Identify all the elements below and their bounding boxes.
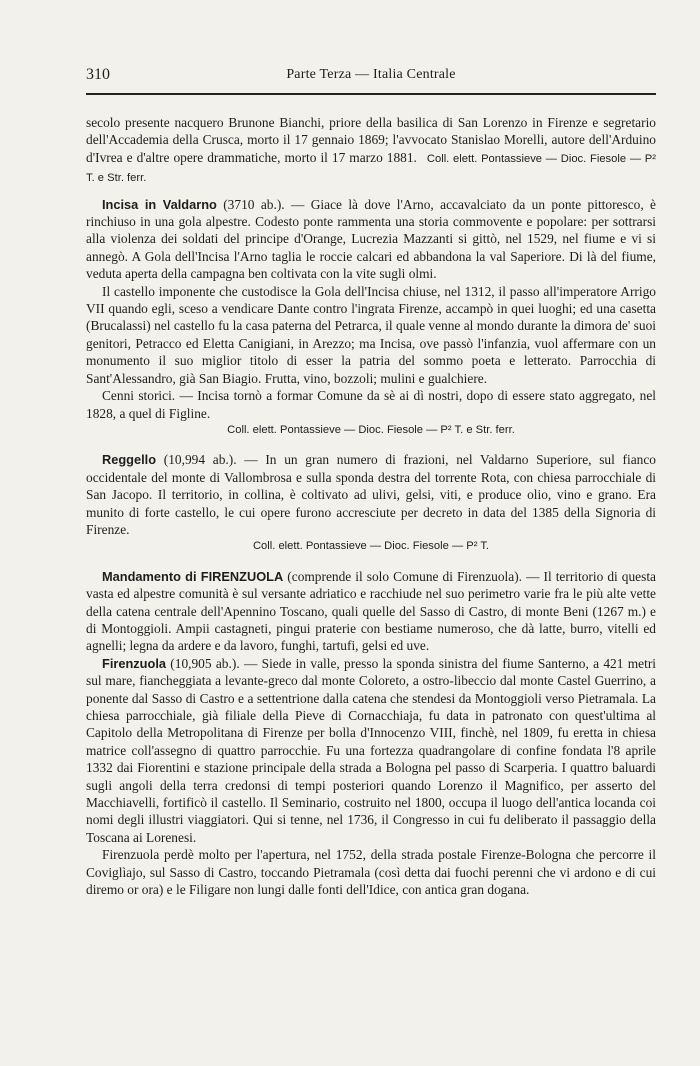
running-title: Parte Terza — Italia Centrale (286, 67, 456, 82)
entry-title-firenzuola: Firenzuola (102, 655, 166, 671)
electoral-reference: Coll. elett. Pontassieve — Dioc. Fiesole — P² T. e Str. ferr. (227, 423, 515, 436)
electoral-reference: Coll. elett. Pontassieve — Dioc. Fiesole — P² T. (252, 540, 490, 553)
page-number: 310 (86, 66, 110, 83)
paragraph-incisa-history: Cenni storici. — Incisa tornò a formar Comune da sè ai dì nostri, dopo di essere stato aggregato, nel 1828, a quel di Figline. (86, 388, 656, 421)
entry-reggello (86, 451, 656, 538)
entry-title-incisa: Incisa in Valdarno (102, 196, 217, 212)
page-body (86, 114, 656, 898)
entry-text-incisa: (3710 ab.). — Giace là dove l'Arno, accavalciato da un ponte pittoresco, è rinchiuso in una gola alpestre. Codesto ponte rammenta una storia commovente e popolare: per sottrarsi alla violenza dei soldati del principe d'Orange, Lucrezia Mazzanti si gittò, nel 1529, nel fiume e vi si annegò. A Gola dell'Incisa l'Arno taglia le roccie calcari ed abbandona la val Saperiore. Di là del fiume, veduta aperta della campagna ben coltivata con la vite sugli olmi. (86, 196, 657, 282)
paragraph-intro (86, 114, 656, 188)
entry-title-reggello: Reggello (102, 452, 157, 468)
entry-text-mandamento: (comprende il solo Comune di Firenzuola). — Il territorio di questa vasta ed alpestre comunità è sul versante adriatico e racchiude nel suo perimetro varie fra le più alte vette della catena centrale dell'Apennino Toscano, quali quelle del Sasso di Castro, di monte Beni (1267 m.) e di Montoggioli. Ampii castagneti, pingui praterie con bestiame numeroso, che dà latte, burro, vitelli ed agnelli; legna da ardere e da lavoro, funghi, tartufi, gelsi ed uve. (86, 568, 656, 654)
entry-firenzuola (86, 655, 656, 846)
entry-text-firenzuola: (10,905 ab.). — Siede in valle, presso la sponda sinistra del fiume Santerno, a 421 metri sul mare, fiancheggiata a levante-greco dal monte Coloreto, a ostro-libeccio dal monte Castel Guerrino, a ponente dal Sasso di Castro e a settentrione dalla catena che stendesi da Montoggioli verso Pietramala. La chiesa parrocchiale, già filiale della Pieve di Cornacchiaja, fu data in patronato con quest'ultima al Capitolo della Metropolitana di Firenze per bolla d'Innocenzo VIII, finchè, nel 1809, fu eretta in chiesa matrice coll'assegno di quattro parrocchie. Fu una fortezza quadrangolare di confine fondata l'8 aprile 1332 dai Fiorentini e stazione principale della strada a Bologna pel passo di Scarperia. I quattro baluardi sugli angoli della terra credonsi di tempi posteriori quando Lorenzo il Magnifico, per asserto del Macchiavelli, fortificò il castello. Il Seminario, costruito nel 1800, occupa il luogo dell'antica locanda coi nomi degli illustri viaggiatori. Qui si tenne, nel 1736, il Congresso in cui fu deliberato il passaggio della Toscana ai Lorenesi. (86, 655, 656, 845)
entry-incisa (86, 196, 656, 283)
paragraph-firenzuola-road: Firenzuola perdè molto per l'apertura, nel 1752, della strada postale Firenze-Bologna che percorre il Coviglìajo, sul Sasso di Castro, toccando Pietramala (così detta dai fuochi perenni che vi ardono e di cui diremo or ora) e le Filigare non lungi dalle fonti dell'Idice, con antica gran dogana. (86, 847, 656, 898)
entry-text-reggello: (10,994 ab.). — In un gran numero di frazioni, nel Valdarno Superiore, sul fianco occidentale del monte di Vallombrosa e sulla sponda destra del torrente Rota, con chiesa parrocchiale di San Jacopo. Il territorio, in collina, è coltivato ad ulivi, gelsi, viti, e produce olio, vino e grano. Era munito di forte castello, le cui opere furono accresciute per decreto in data del 1385 della Signoria di Firenze. (86, 452, 656, 537)
paragraph-intro-text: secolo presente nacquero Brunone Bianchi, priore della basilica di San Lorenzo in Firenze e segretario dell'Accademia della Crusca, morto il 17 gennaio 1869; l'avvocato Stanislao Morelli, autore dell'Arduino d'Ivrea e d'altre opere drammatiche, morto il 17 marzo 1881. (86, 115, 656, 165)
entry-title-mandamento: Mandamento di FIRENZUOLA (102, 568, 284, 584)
header-rule (86, 93, 656, 95)
electoral-reference: Coll. elett. Pontassieve — Dioc. Fiesole — P² T. e Str. ferr. (86, 152, 656, 185)
entry-mandamento-firenzuola (86, 568, 656, 655)
paragraph-incisa-castle: Il castello imponente che custodisce la Gola dell'Incisa chiuse, nel 1312, il passo all'imperatore Arrigo VII quando egli, sceso a vendicare Dante contro l'ingrata Firenze, accampò in quei luoghi; ed una casetta (Brucalassi) nel castello fu la casa paterna del Petrarca, il quale venne al mondo durante la dimora de' suoi genitori, Petracco ed Eletta Canigiani, in Arezzo; ma Incisa, ove passò l'infanzia, vuol affermare con un monumento il suo miglior titolo di esser la patria del sommo poeta e letterato. Parrocchia di Sant'Alessandro, già San Biagio. Frutta, vino, bozzoli; mulini e gualchiere. (86, 283, 656, 386)
running-head (86, 64, 656, 88)
